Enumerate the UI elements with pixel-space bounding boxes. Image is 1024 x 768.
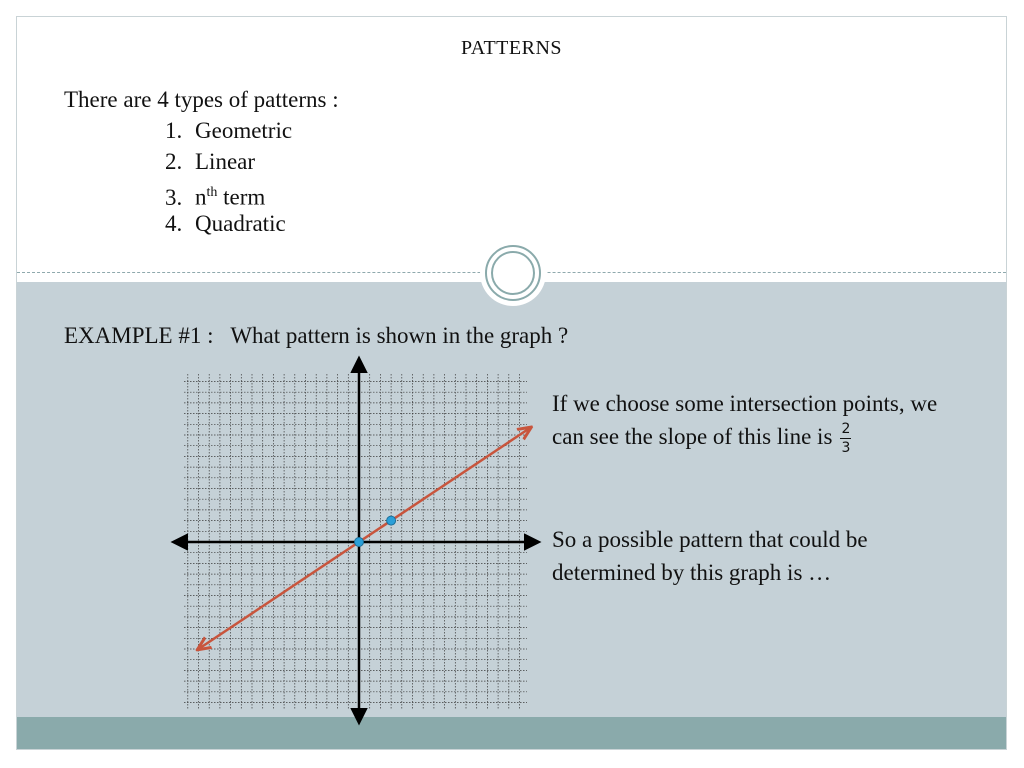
list-number: 1. bbox=[165, 118, 183, 143]
coordinate-graph bbox=[17, 17, 1007, 750]
list-label: n bbox=[195, 184, 207, 210]
list-label: Geometric bbox=[195, 118, 293, 143]
slope-text: If we choose some intersection points, we can see the slope of this line is bbox=[552, 391, 938, 449]
example-question: What pattern is shown in the graph ? bbox=[230, 323, 569, 348]
slope-numerator: 2 bbox=[841, 421, 851, 438]
list-number: 2. bbox=[165, 149, 183, 174]
data-line-group bbox=[199, 428, 531, 649]
slide bbox=[16, 16, 1007, 750]
list-number: 4. bbox=[165, 211, 183, 236]
intersection-point bbox=[387, 516, 396, 525]
list-label: Linear bbox=[195, 149, 256, 174]
intro-text: There are 4 types of patterns : bbox=[64, 87, 339, 112]
list-label-rest: term bbox=[217, 184, 266, 210]
slope-line bbox=[199, 428, 531, 649]
pattern-explanation: So a possible pattern that could be determined by this graph is … bbox=[552, 527, 868, 585]
slope-explanation bbox=[552, 387, 972, 456]
list-label-superscript: th bbox=[206, 185, 218, 200]
list-label: Quadratic bbox=[195, 211, 286, 236]
slope-denominator: 3 bbox=[841, 440, 851, 457]
slide-title: PATTERNS bbox=[460, 37, 563, 59]
list-number: 3. bbox=[165, 184, 183, 210]
fraction-bar bbox=[840, 438, 851, 439]
slope-fraction bbox=[840, 421, 851, 456]
example-label: EXAMPLE #1 : bbox=[64, 323, 214, 348]
intersection-point bbox=[355, 538, 364, 547]
